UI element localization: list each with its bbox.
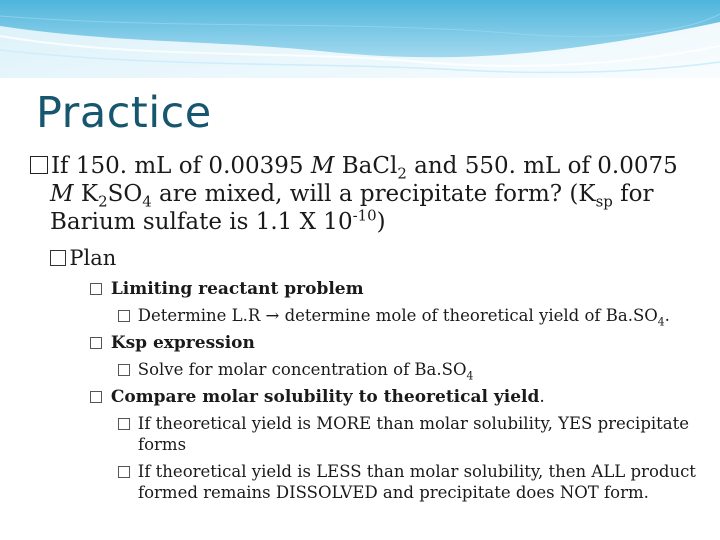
slide-title: Practice [36, 88, 212, 138]
square-bullet-icon [30, 156, 48, 174]
plan-step-ksp-expression: Ksp expression [90, 332, 255, 354]
square-bullet-icon [50, 250, 66, 266]
plan-step-limiting-reactant: Limiting reactant problem [90, 278, 364, 300]
plan-substep-more: If theoretical yield is MORE than molar solubility, YES precipitate forms [118, 413, 708, 455]
right-arrow-icon: → [265, 306, 280, 325]
plan-substep-less: If theoretical yield is LESS than molar solubility, then ALL product formed remains DISSOLVED and precipitate does NOT form. [118, 461, 708, 503]
plan-step-compare: Compare molar solubility to theoretical yield. [90, 386, 545, 408]
square-bullet-icon [118, 364, 130, 376]
plan-substep-determine-lr: Determine L.R → determine mole of theoretical yield of $Ba.SO_4$. [118, 305, 670, 326]
question-text: If 150. mL of 0.00395 M BaCl$_2$ and 550. mL of 0.0075 M $K_2SO_4$ are mixed, will a precipitate form? ($K_{sp}$ for Barium sulfate is 1.1 X $10^{-10}$) [30, 152, 700, 236]
plan-heading: Plan [50, 244, 116, 272]
square-bullet-icon [90, 283, 102, 295]
square-bullet-icon [118, 466, 130, 478]
square-bullet-icon [118, 310, 130, 322]
plan-substep-solve-molar: Solve for molar concentration of $Ba.SO_4$ [118, 359, 473, 380]
header-wave-graphic [0, 0, 720, 78]
square-bullet-icon [90, 337, 102, 349]
square-bullet-icon [90, 391, 102, 403]
header-wave-band [0, 0, 720, 78]
square-bullet-icon [118, 418, 130, 430]
